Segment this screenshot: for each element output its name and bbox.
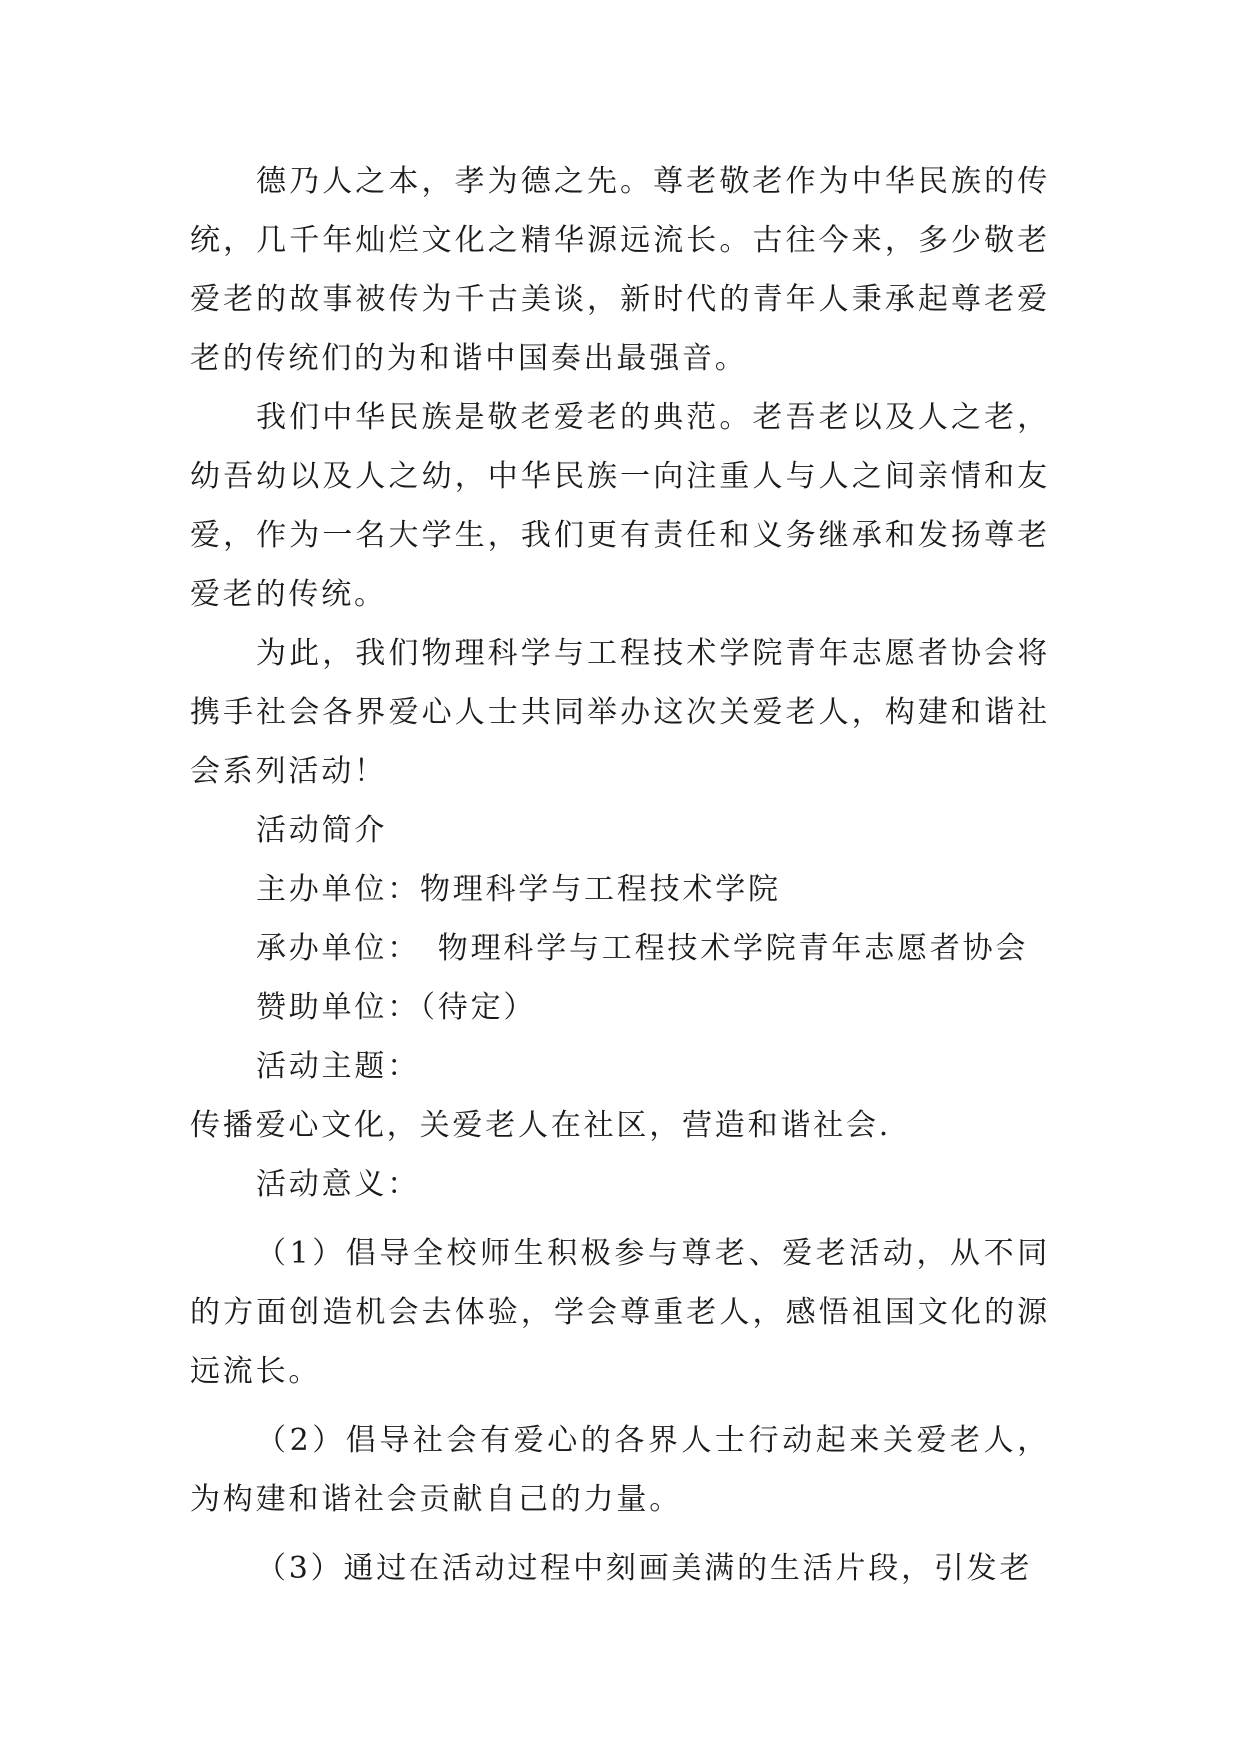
significance-item-1: （1）倡导全校师生积极参与尊老、爱老活动，从不同的方面创造机会去体验，学会尊重老人，感悟祖国文化的源远流长。 <box>190 1236 1050 1389</box>
co-organizer-line: 承办单位： 物理科学与工程技术学院青年志愿者协会 <box>256 931 1029 966</box>
tradition-paragraph: 我们中华民族是敬老爱老的典范。老吾老以及人之老，幼吾幼以及人之幼，中华民族一向注重人与人之间亲情和友爱，作为一名大学生，我们更有责任和义务继承和发扬尊老爱老的传统。 <box>190 400 1050 612</box>
document-body <box>190 152 1050 1598</box>
purpose-paragraph: 为此，我们物理科学与工程技术学院青年志愿者协会将携手社会各界爱心人士共同举办这次关爱老人，构建和谐社会系列活动！ <box>190 636 1050 789</box>
significance-item-3: （3）通过在活动过程中刻画美满的生活片段，引发老 <box>256 1551 1033 1586</box>
organizer-line: 主办单位：物理科学与工程技术学院 <box>256 872 781 907</box>
sponsor-line: 赞助单位：（待定） <box>256 990 537 1025</box>
significance-item-2: （2）倡导社会有爱心的各界人士行动起来关爱老人，为构建和谐社会贡献自己的力量。 <box>190 1423 1050 1517</box>
section-heading-intro: 活动简介 <box>256 813 388 848</box>
theme-label: 活动主题： <box>256 1049 420 1084</box>
significance-label: 活动意义： <box>256 1167 420 1202</box>
intro-paragraph: 德乃人之本，孝为德之先。尊老敬老作为中华民族的传统，几千年灿烂文化之精华源远流长。古往今来，多少敬老爱老的故事被传为千古美谈，新时代的青年人秉承起尊老爱老的传统们的为和谐中国奏出最强音。 <box>190 164 1050 376</box>
theme-text: 传播爱心文化，关爱老人在社区，营造和谐社会. <box>190 1108 892 1143</box>
